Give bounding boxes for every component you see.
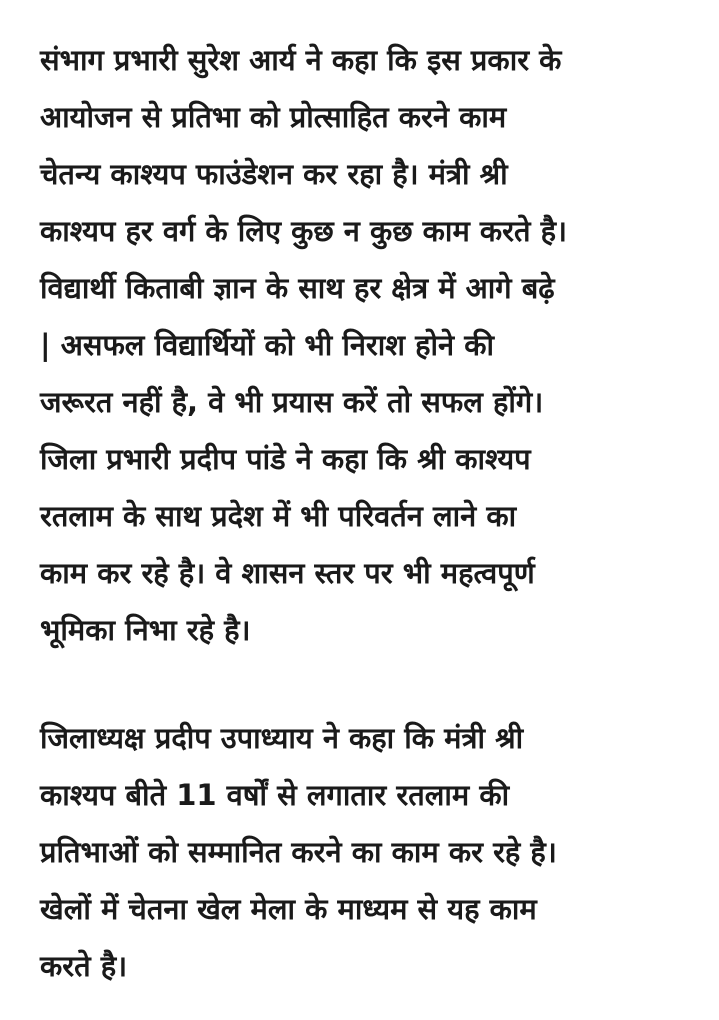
text-line: चेतन्य काश्यप फाउंडेशन कर रहा है। मंत्री श्री [40,157,508,191]
text-line: भूमिका निभा रहे है। [40,613,251,647]
article-body [40,32,690,995]
text-line: प्रतिभाओं को सम्मानित करने का काम कर रहे है। [40,835,557,869]
text-line: खेलों में चेतना खेल मेला के माध्यम से यह काम [40,892,537,926]
text-line: संभाग प्रभारी सुरेश आर्य ने कहा कि इस प्रकार के [40,43,562,77]
text-line: जरूरत नहीं है, वे भी प्रयास करें तो सफल होंगे। [40,385,544,419]
text-line: रतलाम के साथ प्रदेश में भी परिवर्तन लाने का [40,499,517,533]
text-line: आयोजन से प्रतिभा को प्रोत्साहित करने काम [40,100,507,134]
text-line: काश्यप हर वर्ग के लिए कुछ न कुछ काम करते है। [40,214,568,248]
paragraph-2 [40,710,690,995]
text-line: करते है। [40,949,128,983]
paragraph-1 [40,32,690,659]
text-line: काश्यप बीते 11 वर्षों से लगातार रतलाम की [40,778,510,812]
text-line: जिलाध्यक्ष प्रदीप उपाध्याय ने कहा कि मंत्री श्री [40,721,524,755]
text-line: काम कर रहे है। वे शासन स्तर पर भी महत्वपूर्ण [40,556,535,590]
text-line: जिला प्रभारी प्रदीप पांडे ने कहा कि श्री काश्यप [40,442,531,476]
text-line: | असफल विद्यार्थियों को भी निराश होने की [40,328,495,362]
text-line: विद्यार्थी किताबी ज्ञान के साथ हर क्षेत्र में आगे बढ़े [40,271,555,305]
